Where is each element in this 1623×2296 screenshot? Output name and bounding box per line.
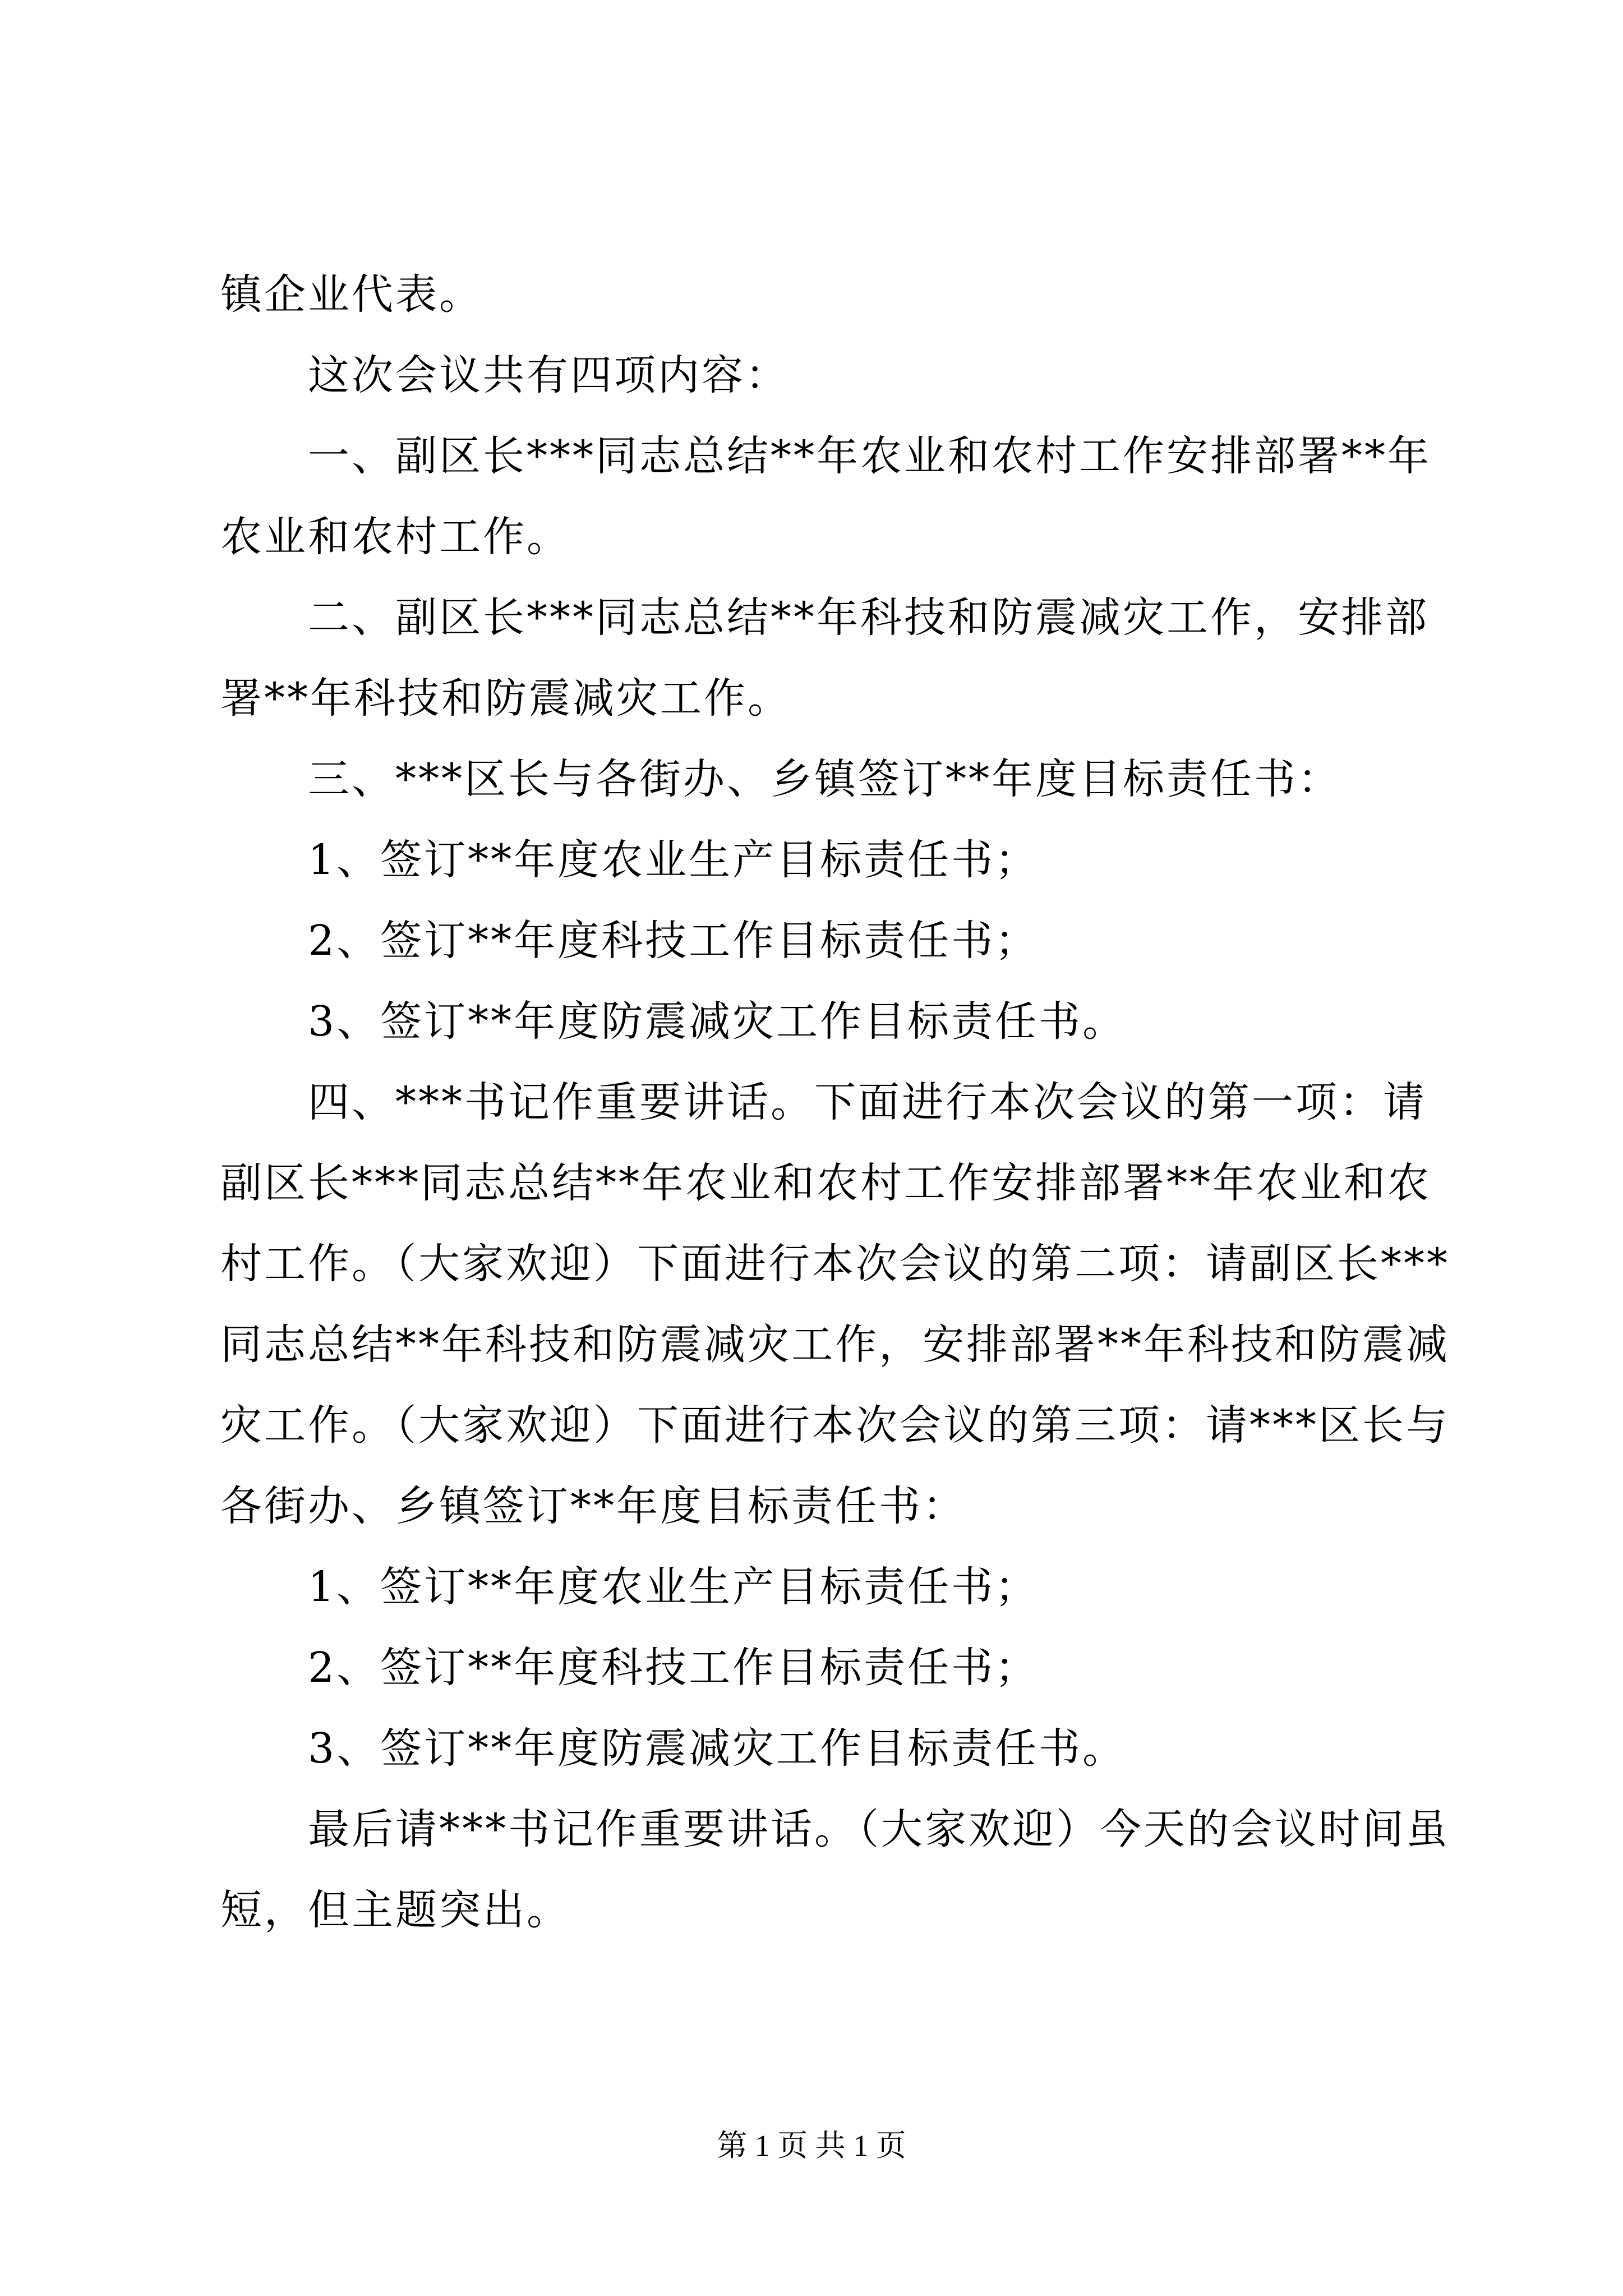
page-footer — [0, 2126, 1623, 2165]
page-number-label: 第 1 页 共 1 页 — [717, 2129, 906, 2162]
text-line: 各街办、乡镇签订**年度目标责任书： — [220, 1482, 966, 1530]
text-line: 2、签订**年度科技工作目标责任书； — [220, 1644, 1039, 1692]
text-line: 镇企业代表。 — [220, 270, 483, 319]
text-line: 灾工作。（大家欢迎）下面进行本次会议的第三项：请***区长与 — [220, 1401, 1450, 1450]
text-line: 农业和农村工作。 — [220, 513, 570, 561]
text-line: 1、签订**年度农业生产目标责任书； — [220, 836, 1039, 884]
text-line: 二、副区长***同志总结**年科技和防震减灾工作，安排部 — [220, 593, 1429, 642]
text-line: 1、签订**年度农业生产目标责任书； — [220, 1563, 1039, 1611]
text-line: 副区长***同志总结**年农业和农村工作安排部署**年农业和农 — [220, 1159, 1431, 1207]
text-line: 同志总结**年科技和防震减灾工作，安排部署**年科技和防震减 — [220, 1320, 1450, 1369]
text-line: 3、签订**年度防震减灾工作目标责任书。 — [220, 1724, 1127, 1773]
text-line: 一、副区长***同志总结**年农业和农村工作安排部署**年 — [220, 432, 1431, 480]
text-line: 村工作。（大家欢迎）下面进行本次会议的第二项：请副区长*** — [220, 1240, 1450, 1288]
document-body — [220, 254, 1450, 1950]
text-line: 署**年科技和防震减灾工作。 — [220, 674, 791, 723]
text-line: 最后请***书记作重要讲话。（大家欢迎）今天的会议时间虽 — [220, 1805, 1450, 1853]
text-line: 三、***区长与各街办、乡镇签订**年度目标责任书： — [220, 755, 1341, 803]
text-line: 3、签订**年度防震减灾工作目标责任书。 — [220, 997, 1127, 1046]
text-line: 四、***书记作重要讲话。下面进行本次会议的第一项：请 — [220, 1078, 1427, 1126]
text-line: 短，但主题突出。 — [220, 1886, 570, 1934]
text-line: 2、签订**年度科技工作目标责任书； — [220, 917, 1039, 965]
text-line: 这次会议共有四项内容： — [220, 351, 789, 399]
